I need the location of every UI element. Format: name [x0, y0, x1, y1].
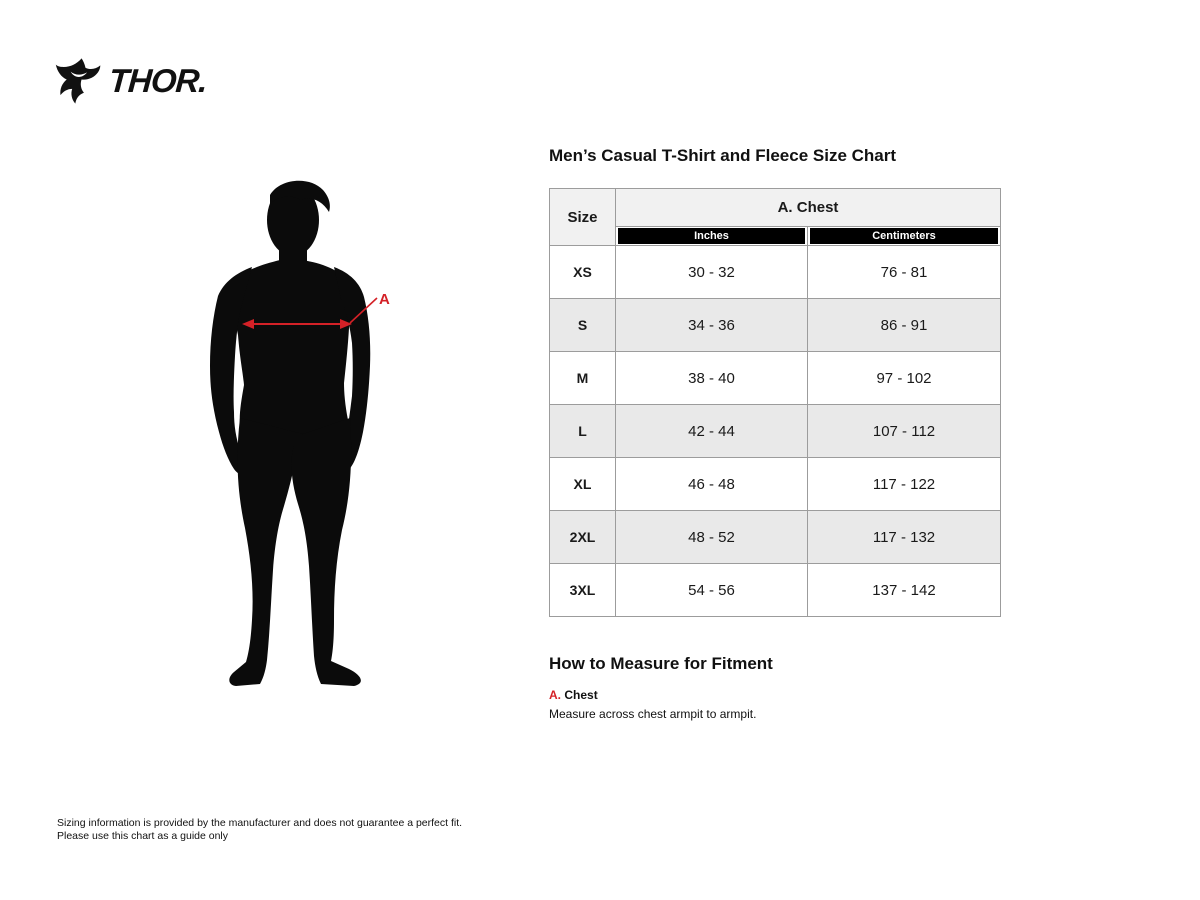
- table-header-row: [550, 189, 1001, 227]
- centimeters-cell: 117 - 132: [808, 511, 1001, 564]
- thor-goat-icon: [55, 56, 105, 106]
- inches-header-cell: [616, 227, 808, 246]
- inches-cell: 46 - 48: [616, 458, 808, 511]
- inches-cell: 34 - 36: [616, 299, 808, 352]
- disclaimer-line-1: Sizing information is provided by the manufacturer and does not guarantee a perfect fit.: [57, 817, 463, 829]
- measure-item-description: Measure across chest armpit to armpit.: [549, 707, 757, 721]
- size-cell: M: [550, 352, 616, 405]
- body-silhouette-figure: [172, 170, 412, 710]
- table-row: [550, 246, 1001, 299]
- inches-cell: 48 - 52: [616, 511, 808, 564]
- table-row: [550, 352, 1001, 405]
- size-column-header: Size: [550, 189, 616, 246]
- inches-cell: 54 - 56: [616, 564, 808, 617]
- how-to-measure-heading: How to Measure for Fitment: [549, 654, 773, 673]
- table-row: [550, 405, 1001, 458]
- size-chart-table: [549, 188, 1001, 617]
- size-cell: L: [550, 405, 616, 458]
- table-row: [550, 511, 1001, 564]
- chart-column: [549, 145, 1001, 722]
- disclaimer-line-2: Please use this chart as a guide only: [57, 829, 229, 842]
- page-title: Men’s Casual T-Shirt and Fleece Size Chart: [549, 146, 897, 165]
- centimeters-cell: 76 - 81: [808, 246, 1001, 299]
- table-row: [550, 564, 1001, 617]
- sizing-disclaimer: [57, 817, 462, 842]
- brand-logo: [55, 56, 207, 106]
- size-cell: 3XL: [550, 564, 616, 617]
- how-to-measure-section: [549, 653, 1001, 722]
- centimeters-cell: 86 - 91: [808, 299, 1001, 352]
- table-row: [550, 299, 1001, 352]
- centimeters-cell: 97 - 102: [808, 352, 1001, 405]
- size-cell: 2XL: [550, 511, 616, 564]
- centimeters-cell: 107 - 112: [808, 405, 1001, 458]
- measure-item-key: A.: [549, 688, 561, 702]
- inches-cell: 30 - 32: [616, 246, 808, 299]
- inches-cell: 42 - 44: [616, 405, 808, 458]
- table-subheader-row: [550, 227, 1001, 246]
- size-cell: S: [550, 299, 616, 352]
- inches-cell: 38 - 40: [616, 352, 808, 405]
- inches-header-label: Inches: [618, 228, 805, 244]
- brand-logo-text: THOR.: [107, 62, 209, 99]
- silhouette-svg: [172, 170, 412, 710]
- size-cell: XS: [550, 246, 616, 299]
- table-row: [550, 458, 1001, 511]
- measure-item-name: Chest: [564, 688, 598, 702]
- chest-group-header: A. Chest: [616, 189, 1001, 227]
- centimeters-cell: 137 - 142: [808, 564, 1001, 617]
- centimeters-header-label: Centimeters: [810, 228, 998, 244]
- centimeters-cell: 117 - 122: [808, 458, 1001, 511]
- size-cell: XL: [550, 458, 616, 511]
- measure-item: [549, 688, 1001, 703]
- centimeters-header-cell: [808, 227, 1001, 246]
- chest-measure-label: A: [379, 291, 390, 308]
